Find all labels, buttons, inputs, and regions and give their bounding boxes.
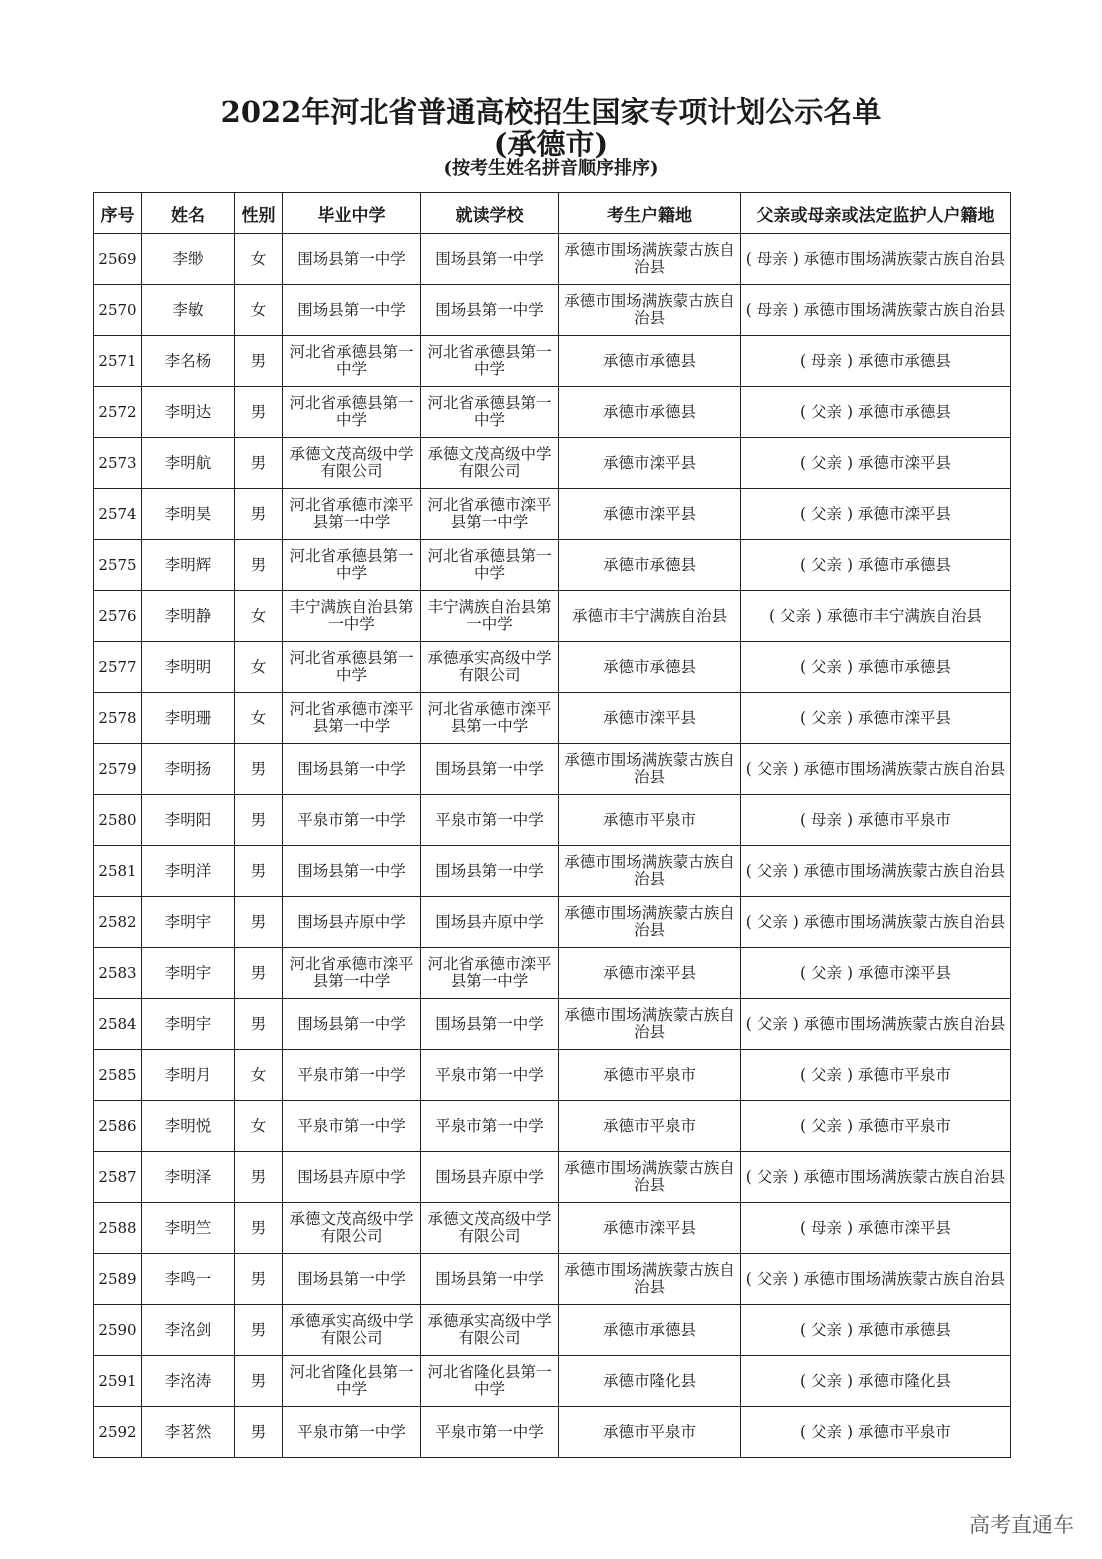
student-residence-cell: 承德市围场满族蒙古族自治县 xyxy=(559,999,741,1050)
student-residence-cell: 承德市滦平县 xyxy=(559,1203,741,1254)
table-row xyxy=(94,387,1011,438)
guardian-residence-cell: ( 母亲 ) 承德市围场满族蒙古族自治县 xyxy=(741,234,1011,285)
current-school-cell: 平泉市第一中学 xyxy=(421,795,559,846)
name-cell: 李明泽 xyxy=(142,1152,235,1203)
watermark: 高考直通车 xyxy=(969,1513,1074,1537)
table-row xyxy=(94,1305,1011,1356)
guardian-residence-cell: ( 父亲 ) 承德市滦平县 xyxy=(741,948,1011,999)
serial-cell: 2582 xyxy=(94,897,142,948)
table-row xyxy=(94,1254,1011,1305)
header-current-school: 就读学校 xyxy=(421,193,559,234)
current-school-cell: 围场县第一中学 xyxy=(421,846,559,897)
table-row xyxy=(94,744,1011,795)
name-cell: 李鸣一 xyxy=(142,1254,235,1305)
graduation-school-cell: 平泉市第一中学 xyxy=(283,1050,421,1101)
serial-cell: 2577 xyxy=(94,642,142,693)
serial-cell: 2573 xyxy=(94,438,142,489)
serial-cell: 2590 xyxy=(94,1305,142,1356)
serial-cell: 2580 xyxy=(94,795,142,846)
current-school-cell: 围场县第一中学 xyxy=(421,999,559,1050)
graduation-school-cell: 河北省承德市滦平县第一中学 xyxy=(283,693,421,744)
gender-cell: 男 xyxy=(235,387,283,438)
name-cell: 李明阳 xyxy=(142,795,235,846)
graduation-school-cell: 河北省承德县第一中学 xyxy=(283,642,421,693)
graduation-school-cell: 平泉市第一中学 xyxy=(283,795,421,846)
serial-cell: 2576 xyxy=(94,591,142,642)
table-row xyxy=(94,1152,1011,1203)
serial-cell: 2581 xyxy=(94,846,142,897)
gender-cell: 男 xyxy=(235,1254,283,1305)
header-name: 姓名 xyxy=(142,193,235,234)
graduation-school-cell: 围场县第一中学 xyxy=(283,744,421,795)
table-row xyxy=(94,285,1011,336)
serial-cell: 2575 xyxy=(94,540,142,591)
gender-cell: 男 xyxy=(235,948,283,999)
header-guardian-residence: 父亲或母亲或法定监护人户籍地 xyxy=(741,193,1011,234)
table-row xyxy=(94,540,1011,591)
gender-cell: 男 xyxy=(235,999,283,1050)
guardian-residence-cell: ( 父亲 ) 承德市平泉市 xyxy=(741,1050,1011,1101)
table-row xyxy=(94,1050,1011,1101)
serial-cell: 2584 xyxy=(94,999,142,1050)
gender-cell: 女 xyxy=(235,1101,283,1152)
gender-cell: 男 xyxy=(235,1203,283,1254)
graduation-school-cell: 围场县第一中学 xyxy=(283,1254,421,1305)
gender-cell: 女 xyxy=(235,591,283,642)
current-school-cell: 平泉市第一中学 xyxy=(421,1101,559,1152)
serial-cell: 2589 xyxy=(94,1254,142,1305)
name-cell: 李敏 xyxy=(142,285,235,336)
gender-cell: 男 xyxy=(235,795,283,846)
guardian-residence-cell: ( 母亲 ) 承德市滦平县 xyxy=(741,1203,1011,1254)
name-cell: 李明宇 xyxy=(142,897,235,948)
name-cell: 李明宇 xyxy=(142,948,235,999)
serial-cell: 2586 xyxy=(94,1101,142,1152)
table-row xyxy=(94,795,1011,846)
guardian-residence-cell: ( 父亲 ) 承德市围场满族蒙古族自治县 xyxy=(741,1152,1011,1203)
gender-cell: 男 xyxy=(235,744,283,795)
current-school-cell: 河北省承德县第一中学 xyxy=(421,336,559,387)
student-residence-cell: 承德市围场满族蒙古族自治县 xyxy=(559,744,741,795)
guardian-residence-cell: ( 父亲 ) 承德市承德县 xyxy=(741,387,1011,438)
table-row xyxy=(94,948,1011,999)
serial-cell: 2574 xyxy=(94,489,142,540)
roster-table xyxy=(93,192,1011,1458)
gender-cell: 男 xyxy=(235,438,283,489)
table-row xyxy=(94,846,1011,897)
header-graduation-school: 毕业中学 xyxy=(283,193,421,234)
current-school-cell: 围场县第一中学 xyxy=(421,1254,559,1305)
student-residence-cell: 承德市承德县 xyxy=(559,540,741,591)
current-school-cell: 承德承实高级中学有限公司 xyxy=(421,1305,559,1356)
graduation-school-cell: 围场县卉原中学 xyxy=(283,1152,421,1203)
guardian-residence-cell: ( 父亲 ) 承德市滦平县 xyxy=(741,693,1011,744)
serial-cell: 2591 xyxy=(94,1356,142,1407)
student-residence-cell: 承德市围场满族蒙古族自治县 xyxy=(559,897,741,948)
header-gender: 性别 xyxy=(235,193,283,234)
student-residence-cell: 承德市围场满族蒙古族自治县 xyxy=(559,846,741,897)
serial-cell: 2587 xyxy=(94,1152,142,1203)
student-residence-cell: 承德市平泉市 xyxy=(559,1407,741,1458)
current-school-cell: 平泉市第一中学 xyxy=(421,1050,559,1101)
graduation-school-cell: 围场县第一中学 xyxy=(283,999,421,1050)
serial-cell: 2571 xyxy=(94,336,142,387)
student-residence-cell: 承德市承德县 xyxy=(559,642,741,693)
name-cell: 李明航 xyxy=(142,438,235,489)
gender-cell: 女 xyxy=(235,693,283,744)
serial-cell: 2579 xyxy=(94,744,142,795)
graduation-school-cell: 河北省承德县第一中学 xyxy=(283,336,421,387)
serial-cell: 2588 xyxy=(94,1203,142,1254)
document-title: 2022年河北省普通高校招生国家专项计划公示名单 xyxy=(220,95,882,129)
table-row xyxy=(94,1101,1011,1152)
gender-cell: 男 xyxy=(235,489,283,540)
gender-cell: 男 xyxy=(235,336,283,387)
guardian-residence-cell: ( 父亲 ) 承德市滦平县 xyxy=(741,489,1011,540)
current-school-cell: 河北省承德市滦平县第一中学 xyxy=(421,948,559,999)
student-residence-cell: 承德市平泉市 xyxy=(559,1050,741,1101)
current-school-cell: 河北省隆化县第一中学 xyxy=(421,1356,559,1407)
student-residence-cell: 承德市围场满族蒙古族自治县 xyxy=(559,234,741,285)
graduation-school-cell: 承德文茂高级中学有限公司 xyxy=(283,1203,421,1254)
current-school-cell: 围场县第一中学 xyxy=(421,744,559,795)
current-school-cell: 平泉市第一中学 xyxy=(421,1407,559,1458)
current-school-cell: 围场县第一中学 xyxy=(421,234,559,285)
name-cell: 李明扬 xyxy=(142,744,235,795)
guardian-residence-cell: ( 父亲 ) 承德市围场满族蒙古族自治县 xyxy=(741,897,1011,948)
graduation-school-cell: 河北省承德县第一中学 xyxy=(283,540,421,591)
name-cell: 李明明 xyxy=(142,642,235,693)
name-cell: 李洺剑 xyxy=(142,1305,235,1356)
gender-cell: 女 xyxy=(235,285,283,336)
graduation-school-cell: 河北省隆化县第一中学 xyxy=(283,1356,421,1407)
student-residence-cell: 承德市丰宁满族自治县 xyxy=(559,591,741,642)
table-row xyxy=(94,1203,1011,1254)
name-cell: 李明昊 xyxy=(142,489,235,540)
document-subtitle: (承德市) xyxy=(493,127,609,161)
serial-cell: 2570 xyxy=(94,285,142,336)
table-row xyxy=(94,1356,1011,1407)
name-cell: 李明静 xyxy=(142,591,235,642)
guardian-residence-cell: ( 父亲 ) 承德市丰宁满族自治县 xyxy=(741,591,1011,642)
student-residence-cell: 承德市承德县 xyxy=(559,387,741,438)
table-header-row xyxy=(94,193,1011,234)
serial-cell: 2572 xyxy=(94,387,142,438)
guardian-residence-cell: ( 父亲 ) 承德市平泉市 xyxy=(741,1101,1011,1152)
table-row xyxy=(94,693,1011,744)
table-row xyxy=(94,438,1011,489)
guardian-residence-cell: ( 父亲 ) 承德市围场满族蒙古族自治县 xyxy=(741,1254,1011,1305)
gender-cell: 女 xyxy=(235,234,283,285)
current-school-cell: 围场县卉原中学 xyxy=(421,897,559,948)
table-row xyxy=(94,234,1011,285)
header-student-residence: 考生户籍地 xyxy=(559,193,741,234)
graduation-school-cell: 围场县第一中学 xyxy=(283,285,421,336)
student-residence-cell: 承德市围场满族蒙古族自治县 xyxy=(559,1254,741,1305)
current-school-cell: 承德文茂高级中学有限公司 xyxy=(421,438,559,489)
student-residence-cell: 承德市隆化县 xyxy=(559,1356,741,1407)
guardian-residence-cell: ( 父亲 ) 承德市围场满族蒙古族自治县 xyxy=(741,846,1011,897)
guardian-residence-cell: ( 母亲 ) 承德市平泉市 xyxy=(741,795,1011,846)
student-residence-cell: 承德市滦平县 xyxy=(559,693,741,744)
gender-cell: 男 xyxy=(235,1356,283,1407)
gender-cell: 女 xyxy=(235,642,283,693)
guardian-residence-cell: ( 父亲 ) 承德市隆化县 xyxy=(741,1356,1011,1407)
header-serial: 序号 xyxy=(94,193,142,234)
table-row xyxy=(94,999,1011,1050)
graduation-school-cell: 围场县第一中学 xyxy=(283,846,421,897)
table-row xyxy=(94,591,1011,642)
graduation-school-cell: 平泉市第一中学 xyxy=(283,1101,421,1152)
table-row xyxy=(94,897,1011,948)
graduation-school-cell: 承德文茂高级中学有限公司 xyxy=(283,438,421,489)
student-residence-cell: 承德市承德县 xyxy=(559,336,741,387)
student-residence-cell: 承德市滦平县 xyxy=(559,489,741,540)
guardian-residence-cell: ( 母亲 ) 承德市围场满族蒙古族自治县 xyxy=(741,285,1011,336)
serial-cell: 2585 xyxy=(94,1050,142,1101)
graduation-school-cell: 承德承实高级中学有限公司 xyxy=(283,1305,421,1356)
guardian-residence-cell: ( 父亲 ) 承德市围场满族蒙古族自治县 xyxy=(741,744,1011,795)
name-cell: 李明洋 xyxy=(142,846,235,897)
guardian-residence-cell: ( 父亲 ) 承德市承德县 xyxy=(741,540,1011,591)
serial-cell: 2569 xyxy=(94,234,142,285)
name-cell: 李明宇 xyxy=(142,999,235,1050)
student-residence-cell: 承德市滦平县 xyxy=(559,438,741,489)
gender-cell: 男 xyxy=(235,897,283,948)
serial-cell: 2592 xyxy=(94,1407,142,1458)
gender-cell: 男 xyxy=(235,846,283,897)
name-cell: 李名杨 xyxy=(142,336,235,387)
current-school-cell: 河北省承德市滦平县第一中学 xyxy=(421,489,559,540)
table-row xyxy=(94,642,1011,693)
gender-cell: 女 xyxy=(235,1050,283,1101)
student-residence-cell: 承德市围场满族蒙古族自治县 xyxy=(559,285,741,336)
serial-cell: 2583 xyxy=(94,948,142,999)
student-residence-cell: 承德市承德县 xyxy=(559,1305,741,1356)
current-school-cell: 围场县第一中学 xyxy=(421,285,559,336)
name-cell: 李明月 xyxy=(142,1050,235,1101)
graduation-school-cell: 围场县第一中学 xyxy=(283,234,421,285)
guardian-residence-cell: ( 父亲 ) 承德市平泉市 xyxy=(741,1407,1011,1458)
graduation-school-cell: 河北省承德市滦平县第一中学 xyxy=(283,489,421,540)
student-residence-cell: 承德市平泉市 xyxy=(559,795,741,846)
current-school-cell: 丰宁满族自治县第一中学 xyxy=(421,591,559,642)
gender-cell: 男 xyxy=(235,540,283,591)
table-row xyxy=(94,336,1011,387)
name-cell: 李明达 xyxy=(142,387,235,438)
table-row xyxy=(94,489,1011,540)
current-school-cell: 河北省承德县第一中学 xyxy=(421,540,559,591)
name-cell: 李缈 xyxy=(142,234,235,285)
current-school-cell: 围场县卉原中学 xyxy=(421,1152,559,1203)
guardian-residence-cell: ( 父亲 ) 承德市承德县 xyxy=(741,1305,1011,1356)
name-cell: 李明竺 xyxy=(142,1203,235,1254)
sort-note: (按考生姓名拼音顺序排序) xyxy=(443,158,659,179)
student-residence-cell: 承德市平泉市 xyxy=(559,1101,741,1152)
gender-cell: 男 xyxy=(235,1407,283,1458)
name-cell: 李茗然 xyxy=(142,1407,235,1458)
name-cell: 李洺涛 xyxy=(142,1356,235,1407)
name-cell: 李明悦 xyxy=(142,1101,235,1152)
gender-cell: 男 xyxy=(235,1152,283,1203)
guardian-residence-cell: ( 父亲 ) 承德市滦平县 xyxy=(741,438,1011,489)
guardian-residence-cell: ( 母亲 ) 承德市承德县 xyxy=(741,336,1011,387)
name-cell: 李明珊 xyxy=(142,693,235,744)
guardian-residence-cell: ( 父亲 ) 承德市承德县 xyxy=(741,642,1011,693)
graduation-school-cell: 河北省承德市滦平县第一中学 xyxy=(283,948,421,999)
graduation-school-cell: 围场县卉原中学 xyxy=(283,897,421,948)
serial-cell: 2578 xyxy=(94,693,142,744)
graduation-school-cell: 河北省承德县第一中学 xyxy=(283,387,421,438)
current-school-cell: 承德文茂高级中学有限公司 xyxy=(421,1203,559,1254)
student-residence-cell: 承德市围场满族蒙古族自治县 xyxy=(559,1152,741,1203)
graduation-school-cell: 平泉市第一中学 xyxy=(283,1407,421,1458)
gender-cell: 男 xyxy=(235,1305,283,1356)
table-row xyxy=(94,1407,1011,1458)
current-school-cell: 承德承实高级中学有限公司 xyxy=(421,642,559,693)
student-residence-cell: 承德市滦平县 xyxy=(559,948,741,999)
current-school-cell: 河北省承德市滦平县第一中学 xyxy=(421,693,559,744)
guardian-residence-cell: ( 父亲 ) 承德市围场满族蒙古族自治县 xyxy=(741,999,1011,1050)
name-cell: 李明辉 xyxy=(142,540,235,591)
current-school-cell: 河北省承德县第一中学 xyxy=(421,387,559,438)
graduation-school-cell: 丰宁满族自治县第一中学 xyxy=(283,591,421,642)
